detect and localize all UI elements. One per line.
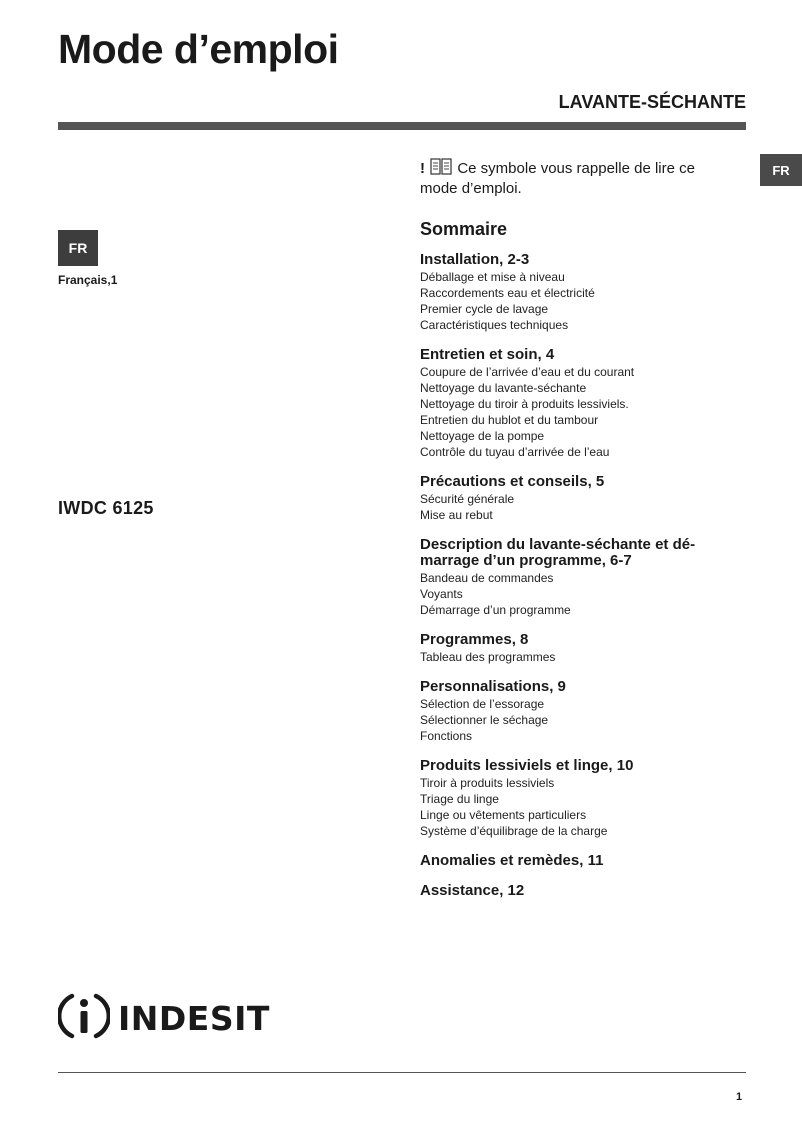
toc-section-title[interactable]: Anomalies et remèdes, 11 [420, 852, 604, 869]
toc-item[interactable]: Tiroir à produits lessiviels [420, 776, 555, 790]
toc-section-title[interactable]: Assistance, 12 [420, 882, 525, 899]
toc-item[interactable]: Sélectionner le séchage [420, 713, 549, 727]
toc-section-anomalies [420, 853, 750, 869]
toc-section-title[interactable]: Installation, 2-3 [420, 251, 530, 268]
side-language-tab: FR [760, 154, 802, 186]
table-of-contents [420, 252, 750, 913]
toc-item[interactable]: Système d’équilibrage de la charge [420, 824, 608, 838]
toc-item[interactable]: Entretien du hublot et du tambour [420, 413, 599, 427]
product-type: LAVANTE-SÉCHANTE [558, 92, 746, 112]
toc-section-title[interactable]: Programmes, 8 [420, 631, 529, 648]
model-number: IWDC 6125 [58, 498, 154, 518]
indesit-logo-icon [58, 990, 110, 1047]
toc-item[interactable]: Caractéristiques techniques [420, 318, 569, 332]
toc-section-title[interactable]: Personnalisations, 9 [420, 678, 566, 695]
toc-section-assistance [420, 883, 750, 899]
toc-item[interactable]: Nettoyage du lavante-séchante [420, 381, 587, 395]
toc-section-maintenance [420, 347, 750, 460]
toc-section-personnalisations [420, 679, 750, 744]
language-link: Français,1 [58, 273, 118, 287]
toc-section-title[interactable]: Précautions et conseils, 5 [420, 473, 605, 490]
toc-section-installation [420, 252, 750, 333]
toc-section-title[interactable]: Produits lessiviels et linge, 10 [420, 757, 634, 774]
toc-item[interactable]: Déballage et mise à niveau [420, 270, 565, 284]
book-icon [430, 158, 452, 180]
toc-item[interactable]: Nettoyage du tiroir à produits lessiviels. [420, 397, 629, 411]
header-divider [58, 122, 746, 130]
toc-item[interactable]: Sécurité générale [420, 492, 515, 506]
indesit-logo [58, 992, 270, 1044]
language-badge: FR [58, 230, 98, 266]
toc-section-programmes [420, 632, 750, 665]
toc-section-description [420, 537, 750, 618]
toc-item[interactable]: Triage du linge [420, 792, 499, 806]
toc-item[interactable]: Linge ou vêtements particuliers [420, 808, 587, 822]
page-title: Mode d’emploi [58, 26, 339, 72]
toc-section-precautions [420, 474, 750, 523]
toc-section-title[interactable]: Entretien et soin, 4 [420, 346, 555, 363]
toc-item[interactable]: Raccordements eau et électricité [420, 286, 595, 300]
exclamation-mark: ! [420, 160, 425, 177]
toc-section-produits [420, 758, 750, 839]
toc-item[interactable]: Fonctions [420, 729, 473, 743]
toc-item[interactable]: Sélection de l’essorage [420, 697, 545, 711]
toc-item[interactable]: Bandeau de commandes [420, 571, 554, 585]
brand-name: INDESIT [118, 998, 270, 1038]
toc-section-title[interactable]: Description du lavante-séchante et dé-marrage d’un programme, 6-7 [420, 536, 696, 569]
read-manual-notice [420, 158, 720, 197]
toc-item[interactable]: Contrôle du tuyau d’arrivée de l’eau [420, 445, 610, 459]
footer-divider [58, 1072, 746, 1073]
toc-item[interactable]: Démarrage d’un programme [420, 603, 571, 617]
toc-item[interactable]: Tableau des programmes [420, 650, 556, 664]
toc-item[interactable]: Mise au rebut [420, 508, 493, 522]
toc-item[interactable]: Coupure de l’arrivée d’eau et du courant [420, 365, 635, 379]
page-number: 1 [736, 1091, 743, 1103]
notice-text: Ce symbole vous rappelle de lire ce mode d’emploi. [420, 160, 695, 197]
toc-title: Sommaire [420, 219, 508, 239]
toc-item[interactable]: Voyants [420, 587, 463, 601]
toc-item[interactable]: Nettoyage de la pompe [420, 429, 545, 443]
toc-item[interactable]: Premier cycle de lavage [420, 302, 549, 316]
